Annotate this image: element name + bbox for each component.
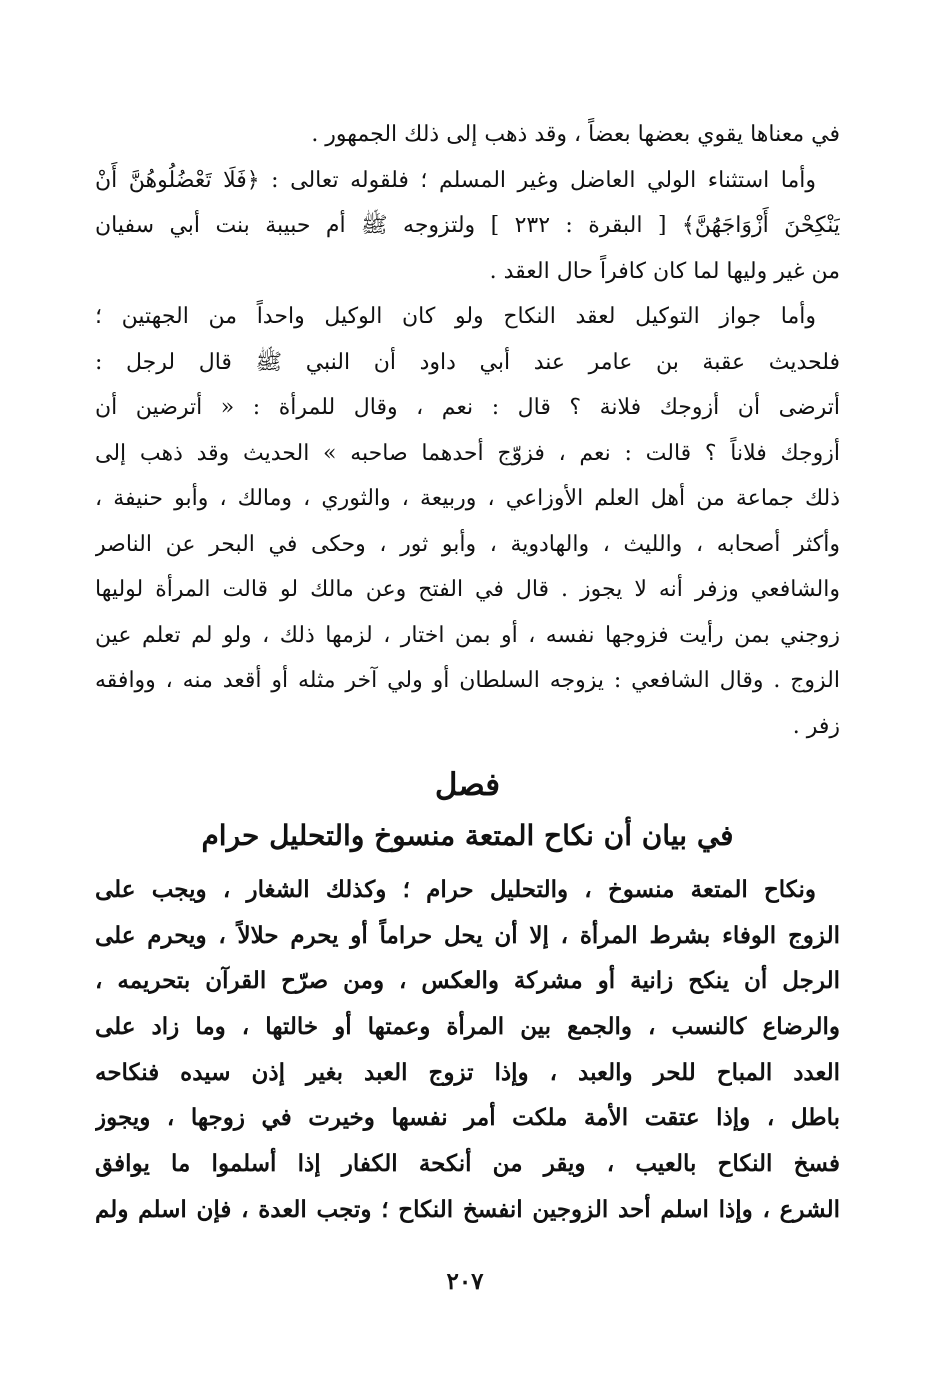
text-line: من غير وليها لما كان كافراً حال العقد . [489, 258, 840, 284]
text-line: زفر . [792, 713, 840, 739]
text-line: ذلك جماعة من أهل العلم الأوزاعي ، وربيعة ، والثوري ، ومالك ، وأبو حنيفة ، [95, 486, 840, 511]
text-line: الزوج . وقال الشافعي : يزوجه السلطان أو ولي آخر مثله أو أقعد منه ، ووافقه [95, 668, 840, 693]
page-body [95, 112, 840, 1233]
text-line: زوجني بمن رأيت فزوجها نفسه ، أو بمن اختار ، لزمها ذلك ، ولو لم تعلم عين [95, 622, 840, 648]
text-line: أزوجك فلاناً ؟ قالت : نعم ، فزوّج أحدهما صاحبه » الحديث وقد ذهب إلى [95, 440, 840, 466]
text-line: ونكاح المتعة منسوخ ، والتحليل حرام ؛ وكذلك الشغار ، ويجب على [95, 876, 816, 903]
text-line: فلحديث عقبة بن عامر عند أبي داود أن النبي ﷺ قال لرجل : [95, 349, 840, 375]
bold-paragraph [95, 867, 840, 1233]
text-line: الزوج الوفاء بشرط المرأة ، إلا أن يحل حراماً أو يحرم حلالاً ، ويحرم على [95, 921, 840, 949]
section-heading: فصل [434, 767, 501, 803]
text-line: الرجل أن ينكح زانية أو مشركة والعكس ، ومن صرّح القرآن بتحريمه ، [95, 967, 840, 995]
text-line: العدد المباح للحر والعبد ، وإذا تزوج العبد بغير إذن سيده فنكاحه [95, 1058, 840, 1086]
text-line: وأما جواز التوكيل لعقد النكاح ولو كان الوكيل واحداً من الجهتين ؛ [95, 304, 816, 329]
section-subheading: في بيان أن نكاح المتعة منسوخ والتحليل حرام [201, 819, 734, 852]
text-line: أترضى أن أزوجك فلانة ؟ قال : نعم ، وقال للمرأة : « أترضين أن [95, 395, 840, 420]
text-line: في معناها يقوي بعضها بعضاً ، وقد ذهب إلى ذلك الجمهور . [311, 122, 840, 147]
text-line: والرضاع كالنسب ، والجمع بين المرأة وعمتها أو خالتها ، وما زاد على [95, 1013, 840, 1041]
text-line: الشرع ، وإذا اسلم أحد الزوجين انفسخ النكاح ؛ وتجب العدة ، فإن اسلم ولم [95, 1195, 840, 1223]
text-line: وأما استثناء الولي العاضل وغير المسلم ؛ فلقوله تعالى : ﴿فَلَا تَعْضُلُوهُنَّ أَنْ [95, 167, 816, 193]
text-line: وأكثر أصحابه ، والليث ، والهادوية ، وأبو ثور ، وحكى في البحر عن الناصر [95, 531, 840, 557]
paragraph [95, 158, 840, 295]
paragraph [95, 294, 840, 749]
text-line: والشافعي وزفر أنه لا يجوز . قال في الفتح وعن مالك لو قالت المرأة لوليها [95, 577, 840, 602]
text-line: باطل ، وإذا عتقت الأمة ملكت أمر نفسها وخيرت في زوجها ، ويجوز [95, 1104, 840, 1132]
page-number: ٢٠٧ [446, 1268, 484, 1295]
text-line: فسخ النكاح بالعيب ، ويقر من أنكحة الكفار إذا أسلموا ما يوافق [95, 1150, 840, 1178]
paragraph [95, 112, 840, 158]
text-line: يَنْكِحْنَ أَزْوَاجَهُنَّ﴾ [ البقرة : ٢٣٢ ] ولتزوجه ﷺ أم حبيبة بنت أبي سفيان [95, 213, 840, 238]
